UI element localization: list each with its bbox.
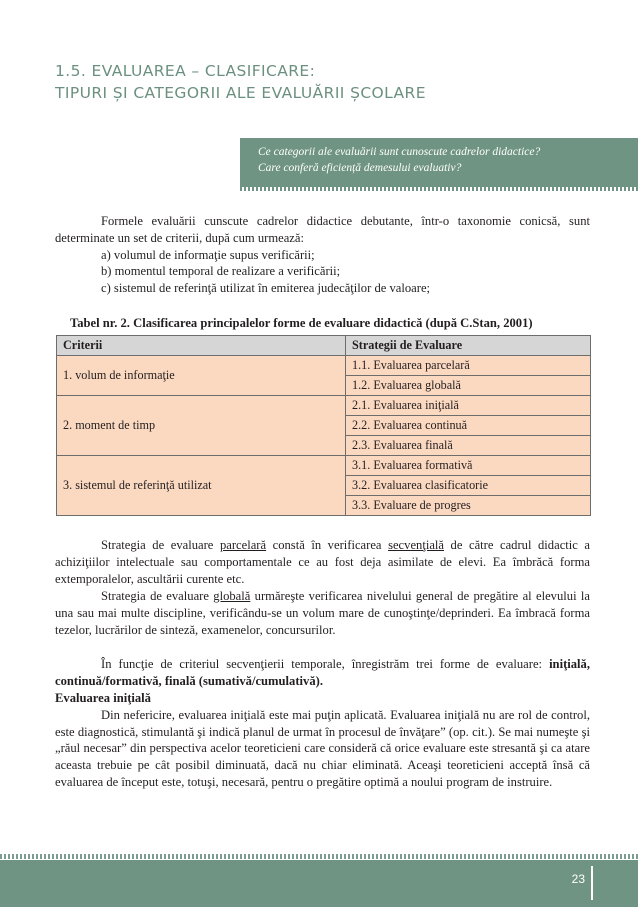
paragraph-parcelara: Strategia de evaluare parcelară constă în verificarea secvenţială de către cadrul didactic a achiziţiilor intelectuale sau comportamentale ce au fost deja asimilate de elevi. Ea îmbrăcă forma extemporalelor, ascultării curente etc. <box>55 538 591 586</box>
header-criterii: Criterii <box>57 336 346 356</box>
criteria-item-b: b) momentul temporal de realizare a verificării; <box>101 264 341 279</box>
criterion-cell: 1. volum de informaţie <box>57 356 346 396</box>
heading-line-2: TIPURI ȘI CATEGORII ALE EVALUĂRII ȘCOLARE <box>55 84 426 102</box>
term-globala: globală <box>213 589 251 603</box>
table-row <box>57 356 591 376</box>
strategy-cell: 2.2. Evaluarea continuă <box>346 416 591 436</box>
forms-list: iniţială, continuă/formativă, finală (sumativă/cumulativă). <box>55 657 590 688</box>
criterion-cell: 3. sistemul de referinţă utilizat <box>57 456 346 516</box>
table-row <box>57 396 591 416</box>
criteria-item-c: c) sistemul de referinţă utilizat în emiterea judecăţilor de valoare; <box>101 281 431 296</box>
term-parcelara: parcelară <box>219 538 267 552</box>
callout-dotted-rule <box>240 186 638 191</box>
strategy-cell: 1.1. Evaluarea parcelară <box>346 356 591 376</box>
question-callout <box>240 138 638 187</box>
paragraph-temporal: În funcţie de criteriul secvenţierii temporale, înregistrăm trei forme de evaluare: iniţială, continuă/formativă, finală (sumativă/cumulativă). <box>55 657 590 688</box>
callout-line-2: Care conferă eficiență demesului evaluativ? <box>258 162 462 174</box>
strategy-cell: 2.3. Evaluarea finală <box>346 436 591 456</box>
section-evaluarea-initiala <box>55 690 590 791</box>
section-heading <box>55 60 615 104</box>
footer-dotted-rule <box>0 854 638 859</box>
strategy-cell: 3.2. Evaluarea clasificatorie <box>346 476 591 496</box>
callout-line-1: Ce categorii ale evaluării sunt cunoscute cadrelor didactice? <box>258 146 541 158</box>
subsection-text: Din nefericire, evaluarea iniţială este mai puţin aplicată. Evaluarea iniţială nu are rol de control, este diagnostică, stimulantă şi indică planul de urmat în procesul de învăţare” (op. cit.). Se mai numeşte şi „răul necesar” din perspectiva acelor teoreticieni care consideră că orice evaluare este stresantă şi ca atare aceasta trebuie pe cât posibil diminuată, dacă nu chiar eliminată. Aceaşi teoreticieni acceptă însă că evaluarea de început este, totuşi, necesară, pentru o pregătire optimă a noului program de instruire. <box>55 707 590 789</box>
classification-table <box>56 335 591 516</box>
criterion-cell: 2. moment de timp <box>57 396 346 456</box>
page-number: 23 <box>571 872 585 886</box>
subsection-title: Evaluarea iniţială <box>55 691 151 705</box>
strategy-cell: 1.2. Evaluarea globală <box>346 376 591 396</box>
criteria-item-a: a) volumul de informaţie supus verificării; <box>101 247 315 262</box>
intro-paragraph <box>55 213 590 297</box>
strategy-cell: 3.1. Evaluarea formativă <box>346 456 591 476</box>
heading-line-1: 1.5. EVALUAREA – CLASIFICARE: <box>55 62 316 80</box>
table-caption: Tabel nr. 2. Clasificarea principalelor forme de evaluare didactică (după C.Stan, 2001) <box>70 316 533 330</box>
footer-bar <box>0 860 638 907</box>
strategy-cell: 2.1. Evaluarea iniţială <box>346 396 591 416</box>
table-row <box>57 456 591 476</box>
intro-text: Formele evaluării cunscute cadrelor didactice debutante, într-o taxonomie conicsă, sunt determinate un set de criterii, după cum urmează: <box>55 214 590 245</box>
header-strategii: Strategii de Evaluare <box>346 336 591 356</box>
table-header-row <box>57 336 591 356</box>
strategy-cell: 3.3. Evaluare de progres <box>346 496 591 516</box>
paragraph-globala: Strategia de evaluare globală urmăreşte verificarea nivelului general de pregătire al elevului la una sau mai multe discipline, verificându-se un volum mare de cunoştinţe/deprinderi. Ea îmbracă forma tezelor, lucrărilor de sinteză, examenelor, concursurilor. <box>55 589 590 637</box>
page-number-rule <box>591 866 593 900</box>
term-secventiala: secvenţială <box>388 538 445 552</box>
